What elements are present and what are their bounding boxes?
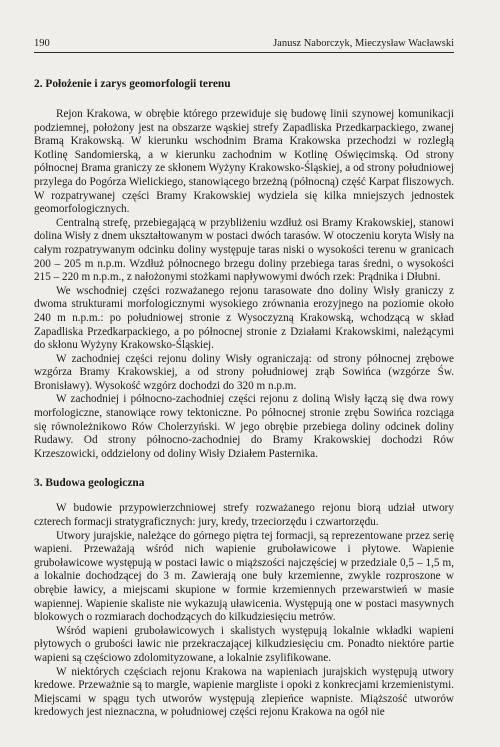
paragraph: We wschodniej części rozważanego rejonu tarasowate dno doliny Wisły graniczy z dwoma strukturami morfologicznymi wysokiego zrównania erozyjnego na poziomie około 240 m n.p.m.: po południowej stronie z Wysoczyzną Krakowską, wchodzącą w skład Zapadliska Przedkarpackiego, a po północnej stronie z Działami Krakowskimi, należącymi do skłonu Wyżyny Krakowsko-Śląskiej. <box>34 284 454 352</box>
page-number: 190 <box>34 38 50 49</box>
paragraph: Centralną strefę, przebiegającą w przybliżeniu wzdłuż osi Bramy Krakowskiej, stanowi dolina Wisły z dnem ukształtowanym w postaci dwóch tarasów. W otoczeniu koryta Wisły na całym rozpatrywanym odcinku doliny występuje taras niski o wysokości terenu w granicach 200 – 205 m n.p.m. Wzdłuż północnego brzegu doliny przebiega taras średni, o wysokości 215 – 220 m n.p.m., z nałożonymi stożkami napływowymi dwóch rzek: Prądnika i Dłubni. <box>34 216 454 284</box>
section-title-geology: 3. Budowa geologiczna <box>34 477 145 490</box>
paragraph: Rejon Krakowa, w obrębie którego przewiduje się budowę linii szynowej komunikacji podziemnej, położony jest na obszarze wąskiej strefy Zapadliska Przedkarpackiego, zwanej Bramą Krakowską. W kierunku wschodnim Brama Krakowska przechodzi w rozległą Kotlinę Sandomierską, a w kierunku zachodnim w Kotlinę Oświęcimską. Od strony północnej Brama graniczy ze skłonem Wyżyny Krakowsko-Śląskiej, a od strony południowej przylega do Pogórza Wielickiego, stanowiącego brzeżną (północną) część Karpat fliszowych. W rozpatrywanej części Bramy Krakowskiej wydziela się kilka mniejszych jednostek geomorfologicznych. <box>34 108 454 216</box>
paragraph: W niektórych częściach rejonu Krakowa na wapieniach jurajskich występują utwory kredowe. Przeważnie są to margle, wapienie margliste i opoki z konkrecjami krzemienistymi. Miejscami w spągu tych utworów występują zlepieńce wapniste. Miąższość utworów kredowych jest nieznaczna, w południowej części rejonu Krakowa na ogół nie <box>34 665 454 719</box>
paragraph: Utwory jurajskie, należące do górnego piętra tej formacji, są reprezentowane przez serię wapieni. Przeważają wśród nich wapienie gruboławicowe i płytowe. Wapienie gruboławicowe występują w postaci ławic o miąższości najczęściej w przedziale 0,5 – 1,5 m, a lokalnie dochodzącej do 3 m. Zawierają one buły krzemienne, zwykle rozproszone w obrębie ławicy, a miejscami skupione w formie krzemiennych przewarstwień w masie wapiennej. Wapienie skaliste nie wykazują uławicenia. Występują one w postaci masywnych blokowych o rozmiarach dochodzących do kilkudziesięciu metrów. <box>34 529 454 624</box>
paragraph: W zachodniej i północno-zachodniej części rejonu z doliną Wisły łączą się dwa rowy morfologiczne, stanowiące rowy tektoniczne. Po północnej stronie zrębu Sowińca rozciąga się równoleżnikowo Rów Cholerzyński. W jego obrębie przebiega doliny odcinek doliny Rudawy. Od strony północno-zachodniej do Bramy Krakowskiej dochodzi Rów Krzeszowicki, oddzielony od doliny Wisły Działem Pasternika. <box>34 393 454 460</box>
running-header <box>34 38 454 53</box>
paragraph: W budowie przypowierzchniowej strefy rozważanego rejonu biorą udział utwory czterech formacji stratygraficznych: jury, kredy, trzeciorzędu i czwartorzędu. <box>34 502 454 529</box>
paragraph: W zachodniej części rejonu doliny Wisły ograniczają: od strony północnej zrębowe wzgórza Bramy Krakowskiej, a od strony południowej zrąb Sowińca (wzgórze Św. Bronisławy). Wysokość wzgórz dochodzi do 320 m n.p.m. <box>34 352 454 392</box>
running-header-authors: Janusz Naborczyk, Mieczysław Wacławski <box>273 38 454 49</box>
section-title-location: 2. Położenie i zarys geomorfologii terenu <box>34 78 231 90</box>
paragraph: Wśród wapieni gruboławicowych i skalistych występują lokalnie wkładki wapieni płytowych o grubości ławic nie przekraczającej kilkudziesięciu cm. Ponadto niektóre partie wapieni są częściowo zdolomityzowane, a lokalnie zsylifikowane. <box>34 624 454 664</box>
